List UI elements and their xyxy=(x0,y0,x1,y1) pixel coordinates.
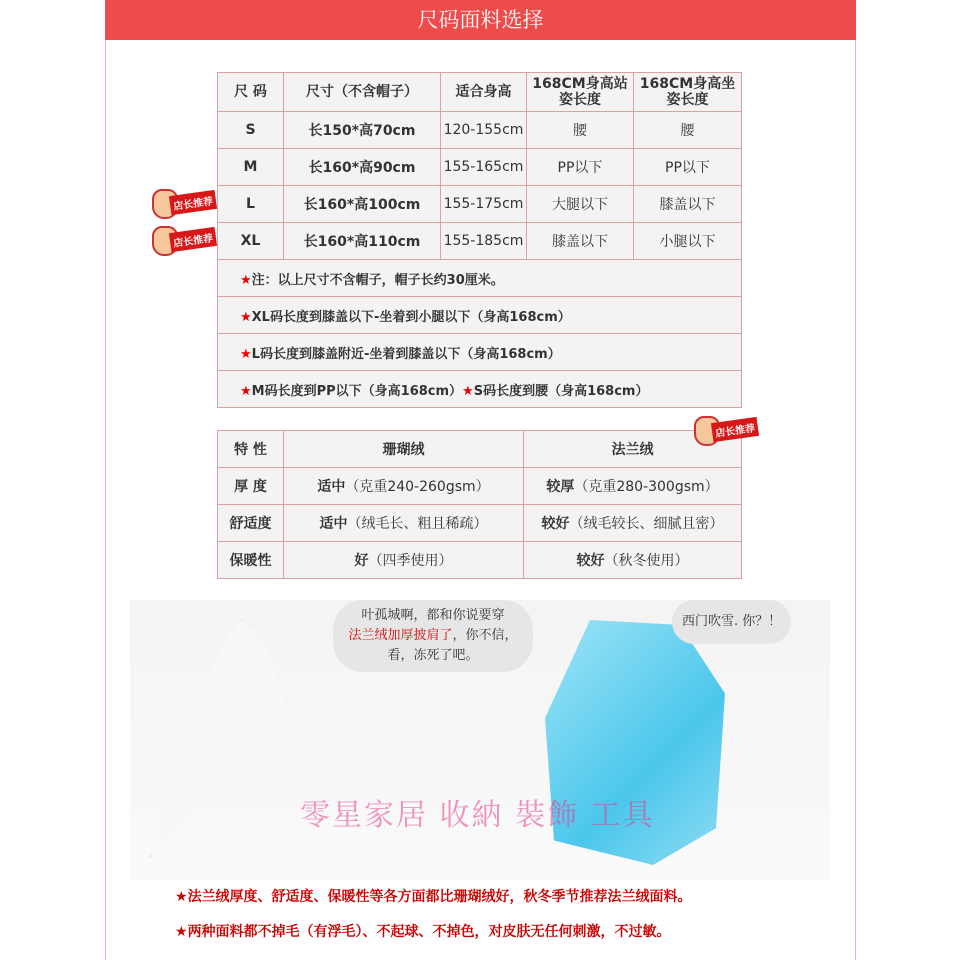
note-text: XL码长度到膝盖以下-坐着到小腿以下（身高168cm） xyxy=(251,309,571,325)
header-cell: 珊瑚绒 xyxy=(284,431,524,468)
note-row xyxy=(218,297,742,334)
fabric-table xyxy=(217,430,742,579)
height-cell: 155-185cm xyxy=(441,223,527,260)
height-cell: 120-155cm xyxy=(441,112,527,149)
coral-value: 好 xyxy=(354,553,369,569)
sitting-cell: 膝盖以下 xyxy=(634,186,742,223)
flannel-value: 较厚 xyxy=(546,479,575,495)
standing-cell: 膝盖以下 xyxy=(527,223,634,260)
standing-cell: PP以下 xyxy=(527,149,634,186)
star-icon: ★ xyxy=(240,272,252,288)
height-cell: 155-165cm xyxy=(441,149,527,186)
table-row xyxy=(218,149,742,186)
star-icon: ★ xyxy=(240,383,252,399)
size-cell: S xyxy=(218,112,284,149)
size-cell: XL xyxy=(218,223,284,260)
star-icon: ★ xyxy=(240,309,252,325)
bubble-text: 看，冻死了吧。 xyxy=(387,648,479,663)
watermark: 零星家居 收納 裝飾 工具 xyxy=(300,798,655,833)
dimension-cell: 长150*高70cm xyxy=(284,112,441,149)
star-icon: ★ xyxy=(175,924,188,940)
footer-note xyxy=(175,921,671,941)
size-cell: L xyxy=(218,186,284,223)
coral-detail: （克重240-260gsm） xyxy=(345,479,490,495)
table-row xyxy=(218,223,742,260)
sitting-cell: PP以下 xyxy=(634,149,742,186)
size-table xyxy=(217,72,742,408)
note-row xyxy=(218,334,742,371)
flannel-value: 较好 xyxy=(576,553,605,569)
note-text: M码长度到PP以下（身高168cm） xyxy=(251,383,463,399)
table-row xyxy=(218,468,742,505)
bubble-text: 叶孤城啊，都和你说要穿 xyxy=(361,608,505,623)
header-cell: 尺 码 xyxy=(218,73,284,112)
note-text: 注：以上尺寸不含帽子，帽子长约30厘米。 xyxy=(251,272,504,288)
size-cell: M xyxy=(218,149,284,186)
table-row xyxy=(218,112,742,149)
badge-label: 店长推荐 xyxy=(169,227,217,252)
header-cell: 特 性 xyxy=(218,431,284,468)
sitting-cell: 腰 xyxy=(634,112,742,149)
note-text: S码长度到腰（身高168cm） xyxy=(473,383,649,399)
recommend-badge xyxy=(148,222,212,260)
header-cell: 168CM身高坐姿长度 xyxy=(634,73,742,112)
height-cell: 155-175cm xyxy=(441,186,527,223)
recommend-badge xyxy=(148,185,212,223)
table-row xyxy=(218,186,742,223)
coral-value: 适中 xyxy=(319,516,348,532)
standing-cell: 腰 xyxy=(527,112,634,149)
note-text: L码长度到膝盖附近-坐着到膝盖以下（身高168cm） xyxy=(251,346,561,362)
flannel-detail: （绒毛较长、细腻且密） xyxy=(569,516,724,532)
row-label: 厚 度 xyxy=(218,468,284,505)
coral-detail: （绒毛长、粗且稀疏） xyxy=(347,516,488,532)
table-row xyxy=(218,542,742,579)
page-title: 尺码面料选择 xyxy=(105,0,856,40)
footer-note xyxy=(175,886,692,906)
note-row xyxy=(218,260,742,297)
table-header-row xyxy=(218,73,742,112)
footer-text: 法兰绒厚度、舒适度、保暖性等各方面都比珊瑚绒好，秋冬季节推荐法兰绒面料。 xyxy=(187,889,692,905)
dimension-cell: 长160*高90cm xyxy=(284,149,441,186)
recommend-badge xyxy=(690,412,754,450)
footer-text: 两种面料都不掉毛（有浮毛）、不起球、不掉色，对皮肤无任何刺激，不过敏。 xyxy=(187,924,671,940)
header-cell: 法兰绒 xyxy=(524,431,742,468)
speech-bubble-left xyxy=(333,600,533,672)
speech-bubble-right: 西门吹雪. 你？！ xyxy=(672,600,791,644)
row-label: 保暖性 xyxy=(218,542,284,579)
table-row xyxy=(218,505,742,542)
flannel-detail: （克重280-300gsm） xyxy=(574,479,719,495)
row-label: 舒适度 xyxy=(218,505,284,542)
bubble-text: ，你不信， xyxy=(452,628,518,643)
header-cell: 适合身高 xyxy=(441,73,527,112)
sitting-cell: 小腿以下 xyxy=(634,223,742,260)
star-icon: ★ xyxy=(462,383,474,399)
header-cell: 168CM身高站姿长度 xyxy=(527,73,634,112)
dimension-cell: 长160*高100cm xyxy=(284,186,441,223)
bubble-highlight: 法兰绒加厚披肩了 xyxy=(348,628,453,643)
coral-detail: （四季使用） xyxy=(368,553,453,569)
badge-label: 店长推荐 xyxy=(711,417,759,442)
note-row xyxy=(218,371,742,408)
coral-value: 适中 xyxy=(317,479,346,495)
standing-cell: 大腿以下 xyxy=(527,186,634,223)
star-icon: ★ xyxy=(240,346,252,362)
star-icon: ★ xyxy=(175,889,188,905)
table-header-row xyxy=(218,431,742,468)
flannel-detail: （秋冬使用） xyxy=(604,553,689,569)
badge-label: 店长推荐 xyxy=(169,190,217,215)
flannel-value: 较好 xyxy=(541,516,570,532)
dimension-cell: 长160*高110cm xyxy=(284,223,441,260)
header-cell: 尺寸（不含帽子） xyxy=(284,73,441,112)
